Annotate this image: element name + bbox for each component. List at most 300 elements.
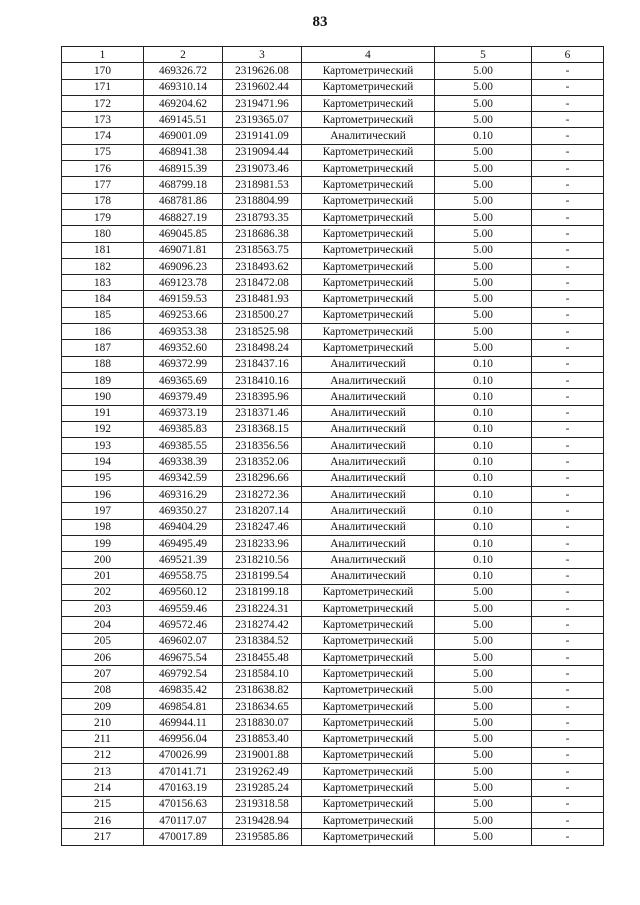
note-cell: - (532, 177, 604, 193)
note-cell: - (532, 258, 604, 274)
note-cell: - (532, 275, 604, 291)
point-number-cell: 177 (62, 177, 144, 193)
note-cell: - (532, 796, 604, 812)
x-coordinate-cell: 469956.04 (144, 731, 223, 747)
y-coordinate-cell: 2318371.46 (223, 405, 302, 421)
accuracy-cell: 5.00 (435, 291, 532, 307)
note-cell: - (532, 389, 604, 405)
point-number-cell: 171 (62, 79, 144, 95)
table-row (62, 291, 604, 307)
table-row (62, 682, 604, 698)
method-cell: Аналитический (302, 470, 435, 486)
point-number-cell: 200 (62, 552, 144, 568)
point-number-cell: 198 (62, 519, 144, 535)
method-cell: Картометрический (302, 226, 435, 242)
table-header-row (62, 47, 604, 63)
y-coordinate-cell: 2318395.96 (223, 389, 302, 405)
y-coordinate-cell: 2318207.14 (223, 503, 302, 519)
x-coordinate-cell: 469310.14 (144, 79, 223, 95)
method-cell: Картометрический (302, 242, 435, 258)
x-coordinate-cell: 469326.72 (144, 63, 223, 79)
method-cell: Картометрический (302, 780, 435, 796)
method-cell: Картометрический (302, 144, 435, 160)
note-cell: - (532, 324, 604, 340)
method-cell: Картометрический (302, 682, 435, 698)
table-row (62, 487, 604, 503)
method-cell: Картометрический (302, 63, 435, 79)
accuracy-cell: 0.10 (435, 568, 532, 584)
table-row (62, 698, 604, 714)
note-cell: - (532, 617, 604, 633)
table-row (62, 177, 604, 193)
x-coordinate-cell: 469572.46 (144, 617, 223, 633)
x-coordinate-cell: 469521.39 (144, 552, 223, 568)
coordinates-table (61, 46, 604, 846)
table-row (62, 666, 604, 682)
note-cell: - (532, 812, 604, 828)
x-coordinate-cell: 469675.54 (144, 649, 223, 665)
y-coordinate-cell: 2318296.66 (223, 470, 302, 486)
method-cell: Аналитический (302, 421, 435, 437)
method-cell: Картометрический (302, 258, 435, 274)
point-number-cell: 186 (62, 324, 144, 340)
point-number-cell: 187 (62, 340, 144, 356)
point-number-cell: 182 (62, 258, 144, 274)
point-number-cell: 201 (62, 568, 144, 584)
point-number-cell: 195 (62, 470, 144, 486)
y-coordinate-cell: 2318356.56 (223, 438, 302, 454)
x-coordinate-cell: 469350.27 (144, 503, 223, 519)
note-cell: - (532, 601, 604, 617)
x-coordinate-cell: 469045.85 (144, 226, 223, 242)
note-cell: - (532, 421, 604, 437)
point-number-cell: 217 (62, 829, 144, 845)
header-cell: 1 (62, 47, 144, 63)
y-coordinate-cell: 2318272.36 (223, 487, 302, 503)
point-number-cell: 207 (62, 666, 144, 682)
accuracy-cell: 0.10 (435, 503, 532, 519)
note-cell: - (532, 649, 604, 665)
accuracy-cell: 5.00 (435, 780, 532, 796)
point-number-cell: 189 (62, 372, 144, 388)
point-number-cell: 174 (62, 128, 144, 144)
x-coordinate-cell: 468941.38 (144, 144, 223, 160)
point-number-cell: 173 (62, 112, 144, 128)
note-cell: - (532, 95, 604, 111)
note-cell: - (532, 128, 604, 144)
accuracy-cell: 5.00 (435, 95, 532, 111)
table-row (62, 340, 604, 356)
method-cell: Аналитический (302, 519, 435, 535)
y-coordinate-cell: 2319428.94 (223, 812, 302, 828)
method-cell: Аналитический (302, 389, 435, 405)
y-coordinate-cell: 2318455.48 (223, 649, 302, 665)
table-row (62, 601, 604, 617)
x-coordinate-cell: 470141.71 (144, 764, 223, 780)
note-cell: - (532, 535, 604, 551)
note-cell: - (532, 633, 604, 649)
accuracy-cell: 5.00 (435, 649, 532, 665)
x-coordinate-cell: 469145.51 (144, 112, 223, 128)
point-number-cell: 203 (62, 601, 144, 617)
note-cell: - (532, 226, 604, 242)
method-cell: Картометрический (302, 617, 435, 633)
method-cell: Картометрический (302, 584, 435, 600)
y-coordinate-cell: 2319094.44 (223, 144, 302, 160)
note-cell: - (532, 356, 604, 372)
accuracy-cell: 5.00 (435, 161, 532, 177)
point-number-cell: 205 (62, 633, 144, 649)
table-row (62, 747, 604, 763)
point-number-cell: 180 (62, 226, 144, 242)
header-cell: 2 (144, 47, 223, 63)
method-cell: Картометрический (302, 275, 435, 291)
point-number-cell: 191 (62, 405, 144, 421)
method-cell: Картометрический (302, 193, 435, 209)
point-number-cell: 216 (62, 812, 144, 828)
y-coordinate-cell: 2318981.53 (223, 177, 302, 193)
table-row (62, 470, 604, 486)
accuracy-cell: 0.10 (435, 405, 532, 421)
table-row (62, 731, 604, 747)
x-coordinate-cell: 469944.11 (144, 715, 223, 731)
method-cell: Картометрический (302, 731, 435, 747)
table-row (62, 389, 604, 405)
x-coordinate-cell: 468781.86 (144, 193, 223, 209)
accuracy-cell: 0.10 (435, 470, 532, 486)
method-cell: Картометрический (302, 764, 435, 780)
note-cell: - (532, 112, 604, 128)
x-coordinate-cell: 469372.99 (144, 356, 223, 372)
note-cell: - (532, 144, 604, 160)
accuracy-cell: 5.00 (435, 209, 532, 225)
point-number-cell: 212 (62, 747, 144, 763)
x-coordinate-cell: 469096.23 (144, 258, 223, 274)
note-cell: - (532, 747, 604, 763)
y-coordinate-cell: 2318481.93 (223, 291, 302, 307)
point-number-cell: 213 (62, 764, 144, 780)
y-coordinate-cell: 2318853.40 (223, 731, 302, 747)
table-row (62, 63, 604, 79)
y-coordinate-cell: 2318224.31 (223, 601, 302, 617)
table-row (62, 193, 604, 209)
y-coordinate-cell: 2318686.38 (223, 226, 302, 242)
point-number-cell: 188 (62, 356, 144, 372)
y-coordinate-cell: 2319073.46 (223, 161, 302, 177)
point-number-cell: 210 (62, 715, 144, 731)
y-coordinate-cell: 2318384.52 (223, 633, 302, 649)
table-row (62, 242, 604, 258)
table-row (62, 275, 604, 291)
accuracy-cell: 5.00 (435, 63, 532, 79)
y-coordinate-cell: 2318199.54 (223, 568, 302, 584)
note-cell: - (532, 829, 604, 845)
point-number-cell: 215 (62, 796, 144, 812)
y-coordinate-cell: 2319602.44 (223, 79, 302, 95)
method-cell: Картометрический (302, 324, 435, 340)
note-cell: - (532, 242, 604, 258)
y-coordinate-cell: 2318274.42 (223, 617, 302, 633)
y-coordinate-cell: 2318233.96 (223, 535, 302, 551)
x-coordinate-cell: 469338.39 (144, 454, 223, 470)
y-coordinate-cell: 2319471.96 (223, 95, 302, 111)
accuracy-cell: 5.00 (435, 79, 532, 95)
accuracy-cell: 5.00 (435, 340, 532, 356)
method-cell: Картометрический (302, 698, 435, 714)
y-coordinate-cell: 2318525.98 (223, 324, 302, 340)
y-coordinate-cell: 2318199.18 (223, 584, 302, 600)
y-coordinate-cell: 2318638.82 (223, 682, 302, 698)
point-number-cell: 197 (62, 503, 144, 519)
x-coordinate-cell: 470017.89 (144, 829, 223, 845)
y-coordinate-cell: 2319262.49 (223, 764, 302, 780)
note-cell: - (532, 552, 604, 568)
accuracy-cell: 5.00 (435, 226, 532, 242)
table-row (62, 161, 604, 177)
table-row (62, 649, 604, 665)
accuracy-cell: 5.00 (435, 177, 532, 193)
method-cell: Картометрический (302, 649, 435, 665)
point-number-cell: 206 (62, 649, 144, 665)
accuracy-cell: 0.10 (435, 389, 532, 405)
note-cell: - (532, 715, 604, 731)
point-number-cell: 214 (62, 780, 144, 796)
point-number-cell: 204 (62, 617, 144, 633)
x-coordinate-cell: 469253.66 (144, 307, 223, 323)
y-coordinate-cell: 2318634.65 (223, 698, 302, 714)
method-cell: Картометрический (302, 715, 435, 731)
x-coordinate-cell: 469071.81 (144, 242, 223, 258)
method-cell: Картометрический (302, 747, 435, 763)
table-row (62, 519, 604, 535)
point-number-cell: 175 (62, 144, 144, 160)
x-coordinate-cell: 469559.46 (144, 601, 223, 617)
y-coordinate-cell: 2319001.88 (223, 747, 302, 763)
x-coordinate-cell: 468915.39 (144, 161, 223, 177)
x-coordinate-cell: 469560.12 (144, 584, 223, 600)
method-cell: Картометрический (302, 796, 435, 812)
table-row (62, 95, 604, 111)
y-coordinate-cell: 2318368.15 (223, 421, 302, 437)
accuracy-cell: 5.00 (435, 633, 532, 649)
y-coordinate-cell: 2318210.56 (223, 552, 302, 568)
point-number-cell: 185 (62, 307, 144, 323)
note-cell: - (532, 161, 604, 177)
accuracy-cell: 5.00 (435, 682, 532, 698)
table-row (62, 209, 604, 225)
table-row (62, 128, 604, 144)
method-cell: Картометрический (302, 291, 435, 307)
method-cell: Аналитический (302, 454, 435, 470)
x-coordinate-cell: 469835.42 (144, 682, 223, 698)
table-row (62, 454, 604, 470)
accuracy-cell: 0.10 (435, 519, 532, 535)
method-cell: Аналитический (302, 372, 435, 388)
method-cell: Картометрический (302, 307, 435, 323)
method-cell: Аналитический (302, 552, 435, 568)
y-coordinate-cell: 2318563.75 (223, 242, 302, 258)
note-cell: - (532, 682, 604, 698)
table-row (62, 715, 604, 731)
method-cell: Аналитический (302, 535, 435, 551)
table-row (62, 552, 604, 568)
point-number-cell: 184 (62, 291, 144, 307)
y-coordinate-cell: 2318437.16 (223, 356, 302, 372)
note-cell: - (532, 731, 604, 747)
accuracy-cell: 5.00 (435, 812, 532, 828)
method-cell: Картометрический (302, 95, 435, 111)
method-cell: Картометрический (302, 209, 435, 225)
accuracy-cell: 5.00 (435, 275, 532, 291)
point-number-cell: 178 (62, 193, 144, 209)
note-cell: - (532, 503, 604, 519)
x-coordinate-cell: 469373.19 (144, 405, 223, 421)
method-cell: Картометрический (302, 601, 435, 617)
table-row (62, 812, 604, 828)
method-cell: Картометрический (302, 177, 435, 193)
table-row (62, 372, 604, 388)
method-cell: Аналитический (302, 487, 435, 503)
accuracy-cell: 0.10 (435, 535, 532, 551)
header-cell: 6 (532, 47, 604, 63)
accuracy-cell: 5.00 (435, 617, 532, 633)
x-coordinate-cell: 469204.62 (144, 95, 223, 111)
note-cell: - (532, 340, 604, 356)
y-coordinate-cell: 2319626.08 (223, 63, 302, 79)
method-cell: Аналитический (302, 128, 435, 144)
y-coordinate-cell: 2318500.27 (223, 307, 302, 323)
note-cell: - (532, 209, 604, 225)
point-number-cell: 202 (62, 584, 144, 600)
page-number: 83 (312, 14, 328, 30)
point-number-cell: 208 (62, 682, 144, 698)
point-number-cell: 179 (62, 209, 144, 225)
note-cell: - (532, 470, 604, 486)
note-cell: - (532, 405, 604, 421)
y-coordinate-cell: 2318493.62 (223, 258, 302, 274)
point-number-cell: 211 (62, 731, 144, 747)
method-cell: Картометрический (302, 79, 435, 95)
method-cell: Картометрический (302, 161, 435, 177)
table-row (62, 112, 604, 128)
point-number-cell: 176 (62, 161, 144, 177)
header-cell: 4 (302, 47, 435, 63)
table-row (62, 79, 604, 95)
table-row (62, 584, 604, 600)
x-coordinate-cell: 470117.07 (144, 812, 223, 828)
x-coordinate-cell: 469316.29 (144, 487, 223, 503)
table-body (62, 63, 604, 845)
note-cell: - (532, 372, 604, 388)
point-number-cell: 193 (62, 438, 144, 454)
x-coordinate-cell: 469404.29 (144, 519, 223, 535)
x-coordinate-cell: 469379.49 (144, 389, 223, 405)
x-coordinate-cell: 469558.75 (144, 568, 223, 584)
method-cell: Аналитический (302, 405, 435, 421)
accuracy-cell: 5.00 (435, 829, 532, 845)
table-row (62, 438, 604, 454)
accuracy-cell: 0.10 (435, 454, 532, 470)
y-coordinate-cell: 2318830.07 (223, 715, 302, 731)
accuracy-cell: 0.10 (435, 372, 532, 388)
note-cell: - (532, 454, 604, 470)
accuracy-cell: 5.00 (435, 715, 532, 731)
x-coordinate-cell: 469385.55 (144, 438, 223, 454)
accuracy-cell: 5.00 (435, 242, 532, 258)
note-cell: - (532, 487, 604, 503)
method-cell: Картометрический (302, 340, 435, 356)
point-number-cell: 183 (62, 275, 144, 291)
note-cell: - (532, 764, 604, 780)
x-coordinate-cell: 470156.63 (144, 796, 223, 812)
note-cell: - (532, 584, 604, 600)
accuracy-cell: 5.00 (435, 796, 532, 812)
x-coordinate-cell: 469854.81 (144, 698, 223, 714)
note-cell: - (532, 698, 604, 714)
accuracy-cell: 5.00 (435, 112, 532, 128)
accuracy-cell: 0.10 (435, 487, 532, 503)
y-coordinate-cell: 2319141.09 (223, 128, 302, 144)
table-row (62, 258, 604, 274)
note-cell: - (532, 568, 604, 584)
method-cell: Аналитический (302, 503, 435, 519)
table-row (62, 633, 604, 649)
x-coordinate-cell: 469792.54 (144, 666, 223, 682)
accuracy-cell: 5.00 (435, 307, 532, 323)
note-cell: - (532, 63, 604, 79)
x-coordinate-cell: 469353.38 (144, 324, 223, 340)
x-coordinate-cell: 469123.78 (144, 275, 223, 291)
header-cell: 3 (223, 47, 302, 63)
note-cell: - (532, 519, 604, 535)
note-cell: - (532, 666, 604, 682)
x-coordinate-cell: 469602.07 (144, 633, 223, 649)
y-coordinate-cell: 2318804.99 (223, 193, 302, 209)
accuracy-cell: 0.10 (435, 438, 532, 454)
table-row (62, 503, 604, 519)
accuracy-cell: 5.00 (435, 698, 532, 714)
y-coordinate-cell: 2318498.24 (223, 340, 302, 356)
accuracy-cell: 5.00 (435, 764, 532, 780)
accuracy-cell: 5.00 (435, 324, 532, 340)
method-cell: Аналитический (302, 356, 435, 372)
note-cell: - (532, 307, 604, 323)
y-coordinate-cell: 2318472.08 (223, 275, 302, 291)
method-cell: Аналитический (302, 568, 435, 584)
table-row (62, 796, 604, 812)
note-cell: - (532, 79, 604, 95)
point-number-cell: 209 (62, 698, 144, 714)
y-coordinate-cell: 2318584.10 (223, 666, 302, 682)
x-coordinate-cell: 470163.19 (144, 780, 223, 796)
header-cell: 5 (435, 47, 532, 63)
table-row (62, 617, 604, 633)
point-number-cell: 190 (62, 389, 144, 405)
y-coordinate-cell: 2319585.86 (223, 829, 302, 845)
y-coordinate-cell: 2319318.58 (223, 796, 302, 812)
note-cell: - (532, 291, 604, 307)
y-coordinate-cell: 2318793.35 (223, 209, 302, 225)
method-cell: Картометрический (302, 666, 435, 682)
accuracy-cell: 5.00 (435, 601, 532, 617)
method-cell: Аналитический (302, 438, 435, 454)
accuracy-cell: 5.00 (435, 731, 532, 747)
method-cell: Картометрический (302, 812, 435, 828)
accuracy-cell: 5.00 (435, 584, 532, 600)
x-coordinate-cell: 469342.59 (144, 470, 223, 486)
y-coordinate-cell: 2319365.07 (223, 112, 302, 128)
point-number-cell: 181 (62, 242, 144, 258)
